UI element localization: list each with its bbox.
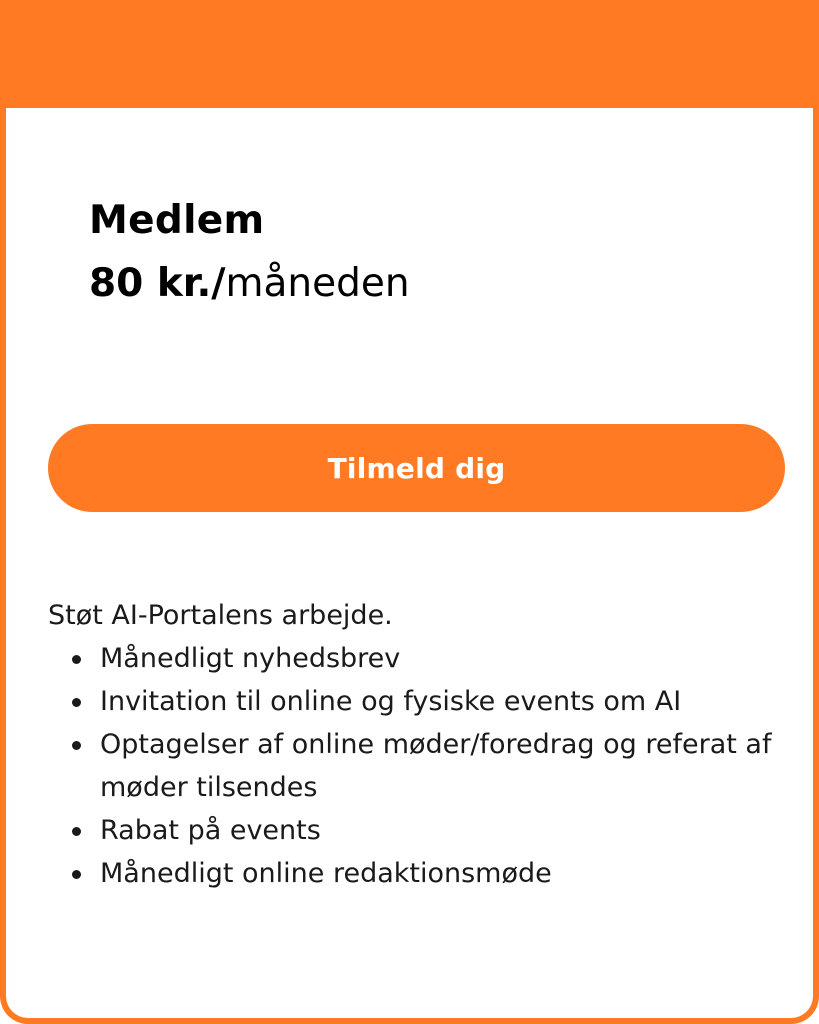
benefit-item — [100, 637, 808, 680]
benefit-item — [100, 723, 808, 809]
benefit-text: Rabat på events — [100, 815, 321, 846]
benefit-text: Invitation til online og fysiske events om AI — [100, 686, 682, 717]
plan-title: Medlem — [89, 198, 265, 243]
plan-price — [89, 258, 410, 310]
description-intro: Støt AI-Portalens arbejde. — [48, 600, 393, 631]
bullet-icon — [72, 698, 81, 707]
price-amount: 80 kr./ — [89, 261, 226, 306]
signup-button[interactable] — [48, 424, 785, 512]
benefit-text: Optagelser af online møder/foredrag og referat af møder tilsendes — [100, 729, 772, 803]
card-header-band — [6, 0, 819, 108]
bullet-icon — [72, 870, 81, 879]
bullet-icon — [72, 655, 81, 664]
benefit-text: Månedligt nyhedsbrev — [100, 643, 401, 674]
bullet-icon — [72, 741, 81, 750]
plan-description — [48, 594, 808, 895]
benefits-list — [48, 637, 808, 895]
bullet-icon — [72, 827, 81, 836]
benefit-item — [100, 809, 808, 852]
benefit-item — [100, 680, 808, 723]
signup-button-label: Tilmeld dig — [327, 451, 506, 485]
price-period: måneden — [225, 261, 410, 306]
benefit-text: Månedligt online redaktionsmøde — [100, 858, 552, 889]
benefit-item — [100, 852, 808, 895]
